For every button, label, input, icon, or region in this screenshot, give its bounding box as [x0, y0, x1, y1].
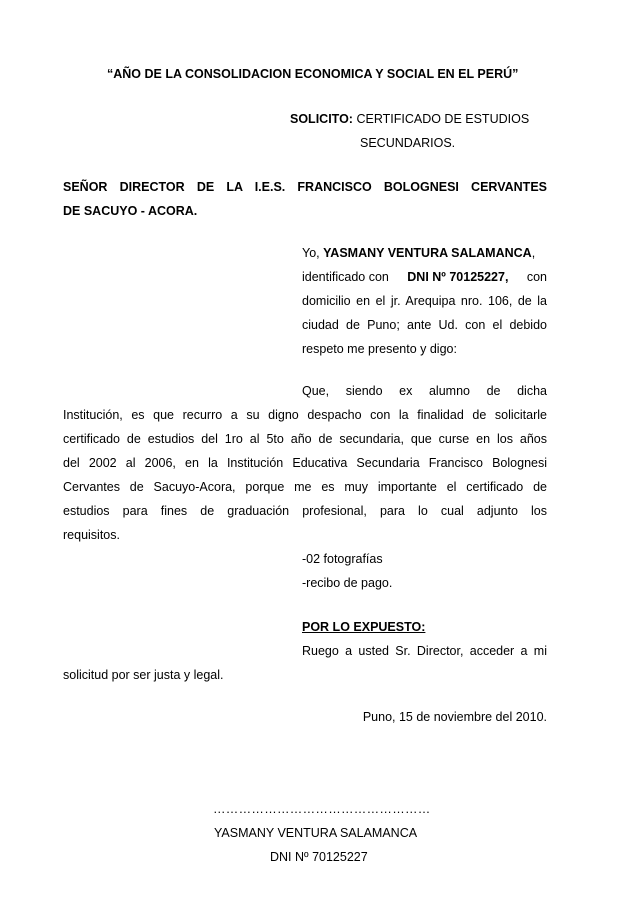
- requirement-item: -02 fotografías: [302, 552, 383, 566]
- subject-line-1: [290, 112, 529, 127]
- year-heading: “AÑO DE LA CONSOLIDACION ECONOMICA Y SOCIAL EN EL PERÚ”: [107, 67, 519, 81]
- body-line-4: del 2002 al 2006, en la Institución Educativa Secundaria Francisco Bolognesi: [63, 456, 547, 470]
- applicant-name: YASMANY VENTURA SALAMANCA: [323, 246, 532, 260]
- intro-yo: Yo,: [302, 246, 320, 260]
- body-line-7: requisitos.: [63, 528, 120, 542]
- body-line-6: estudios para fines de graduación profesional, para lo cual adjunto los: [63, 504, 547, 518]
- closing-line-1: Ruego a usted Sr. Director, acceder a mi: [302, 644, 547, 658]
- subject-text: CERTIFICADO DE ESTUDIOS: [356, 112, 530, 126]
- intro-id-post: con: [526, 270, 547, 284]
- closing-line-2: solicitud por ser justa y legal.: [63, 668, 224, 682]
- closing-heading: POR LO EXPUESTO:: [302, 620, 426, 634]
- intro-line-3: domicilio en el jr. Arequipa nro. 106, de la: [302, 294, 547, 308]
- intro-comma: ,: [531, 246, 536, 260]
- addressee-line-1: SEÑOR DIRECTOR DE LA I.E.S. FRANCISCO BOLOGNESI CERVANTES: [63, 180, 547, 194]
- body-line-1: Que, siendo ex alumno de dicha: [302, 384, 547, 398]
- signature-dots: ……………………………………………: [213, 802, 431, 816]
- signature-dni: DNI Nº 70125227: [270, 850, 368, 864]
- date-line: Puno, 15 de noviembre del 2010.: [362, 710, 547, 724]
- signature-name: YASMANY VENTURA SALAMANCA: [214, 826, 418, 840]
- body-line-5: Cervantes de Sacuyo-Acora, porque me es muy importante el certificado de: [63, 480, 547, 494]
- intro-line-4: ciudad de Puno; ante Ud. con el debido: [302, 318, 547, 332]
- addressee-line-2: DE SACUYO - ACORA.: [63, 204, 198, 218]
- subject-label: SOLICITO:: [290, 112, 353, 126]
- requirement-item: -recibo de pago.: [302, 576, 393, 590]
- intro-id-pre: identificado con: [302, 270, 389, 284]
- intro-line-1: [302, 246, 535, 261]
- intro-line-5: respeto me presento y digo:: [302, 342, 457, 356]
- body-line-3: certificado de estudios del 1ro al 5to año de secundaria, que curse en los años: [63, 432, 547, 446]
- body-line-2: Institución, es que recurro a su digno despacho con la finalidad de solicitarle: [63, 408, 547, 422]
- intro-line-2: [302, 270, 547, 285]
- intro-dni: DNI Nº 70125227,: [407, 270, 509, 284]
- subject-line-2: SECUNDARIOS.: [360, 136, 456, 150]
